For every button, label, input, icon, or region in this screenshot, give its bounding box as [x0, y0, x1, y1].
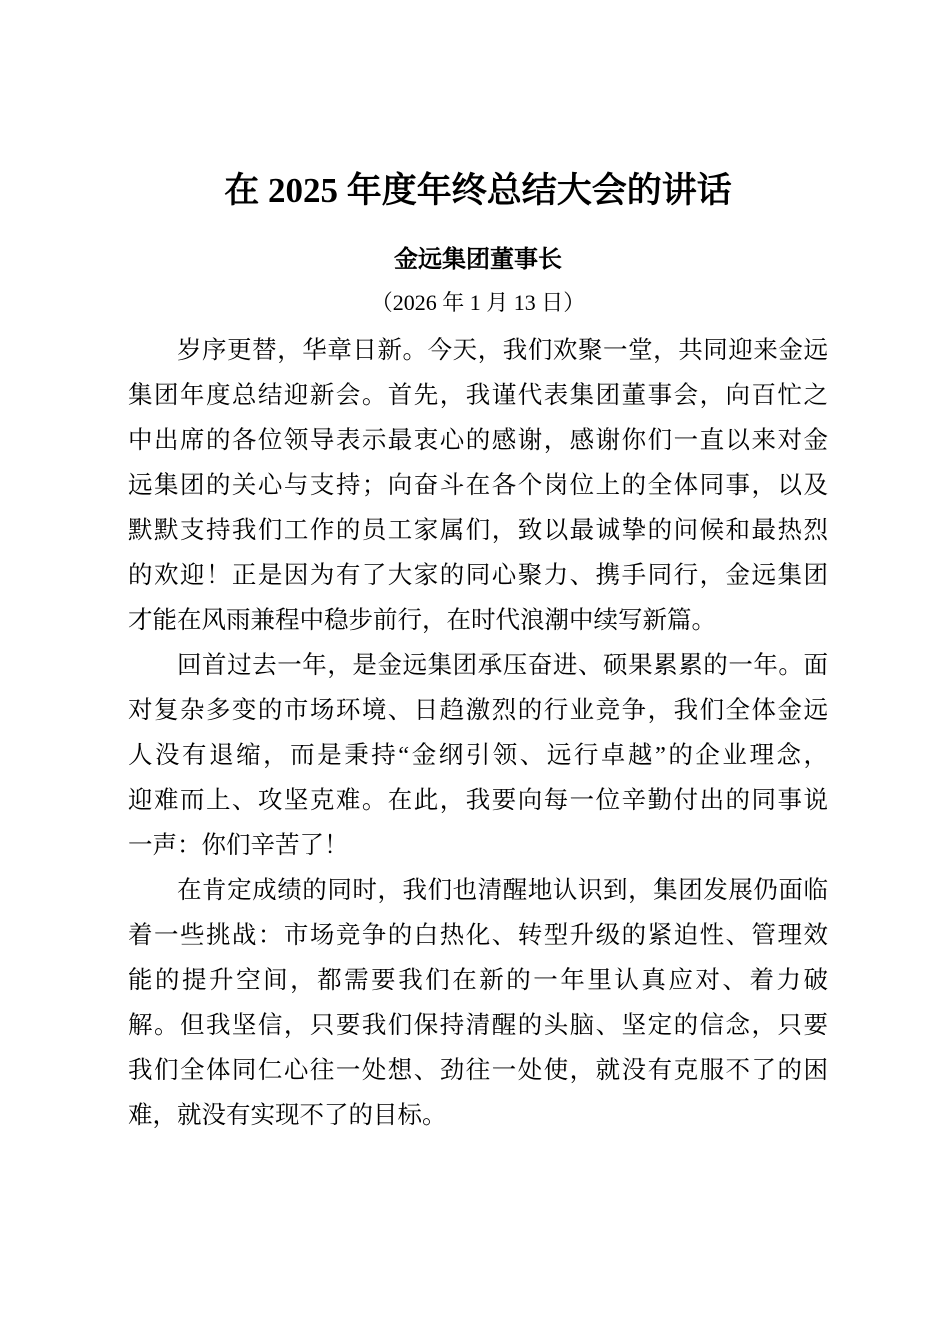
paragraph — [128, 328, 828, 643]
body-line: 在肯定成绩的同时，我们也清醒地认识到，集团发展仍面临 — [177, 877, 828, 904]
body-line: 着一些挑战：市场竞争的白热化、转型升级的紧迫性、管理效 — [128, 922, 828, 949]
paragraph — [128, 868, 828, 1138]
body-line: 对复杂多变的市场环境、日趋激烈的行业竞争，我们全体金远 — [128, 697, 828, 724]
body-line: 集团年度总结迎新会。首先，我谨代表集团董事会，向百忙之 — [128, 382, 828, 409]
document-title: 在 2025 年度年终总结大会的讲话 — [224, 171, 732, 210]
body-line: 默默支持我们工作的员工家属们，致以最诚挚的问候和最热烈 — [128, 517, 828, 544]
paragraph — [128, 643, 828, 868]
body-line: 解。但我坚信，只要我们保持清醒的头脑、坚定的信念，只要 — [128, 1012, 828, 1039]
body-line: 迎难而上、攻坚克难。在此，我要向每一位辛勤付出的同事说 — [128, 787, 828, 814]
body-line: 人没有退缩，而是秉持“金纲引领、远行卓越”的企业理念， — [128, 742, 828, 769]
body-line: 回首过去一年，是金远集团承压奋进、硕果累累的一年。面 — [177, 652, 828, 679]
document-date: （2026 年 1 月 13 日） — [370, 290, 586, 315]
body-line: 远集团的关心与支持；向奋斗在各个岗位上的全体同事，以及 — [128, 472, 828, 499]
body-line: 我们全体同仁心往一处想、劲往一处使，就没有克服不了的困 — [128, 1057, 828, 1084]
body-line: 中出席的各位领导表示最衷心的感谢，感谢你们一直以来对金 — [128, 427, 828, 454]
body-line: 的欢迎！正是因为有了大家的同心聚力、携手同行，金远集团 — [128, 562, 828, 589]
body-line: 岁序更替，华章日新。今天，我们欢聚一堂，共同迎来金远 — [177, 337, 828, 364]
document-author: 金远集团董事长 — [394, 246, 562, 273]
body-line: 能的提升空间，都需要我们在新的一年里认真应对、着力破 — [128, 967, 828, 994]
body-line: 难，就没有实现不了的目标。 — [128, 1102, 447, 1129]
body-line: 一声：你们辛苦了！ — [128, 832, 349, 859]
body-line: 才能在风雨兼程中稳步前行，在时代浪潮中续写新篇。 — [128, 607, 716, 634]
document-body — [128, 328, 828, 1138]
